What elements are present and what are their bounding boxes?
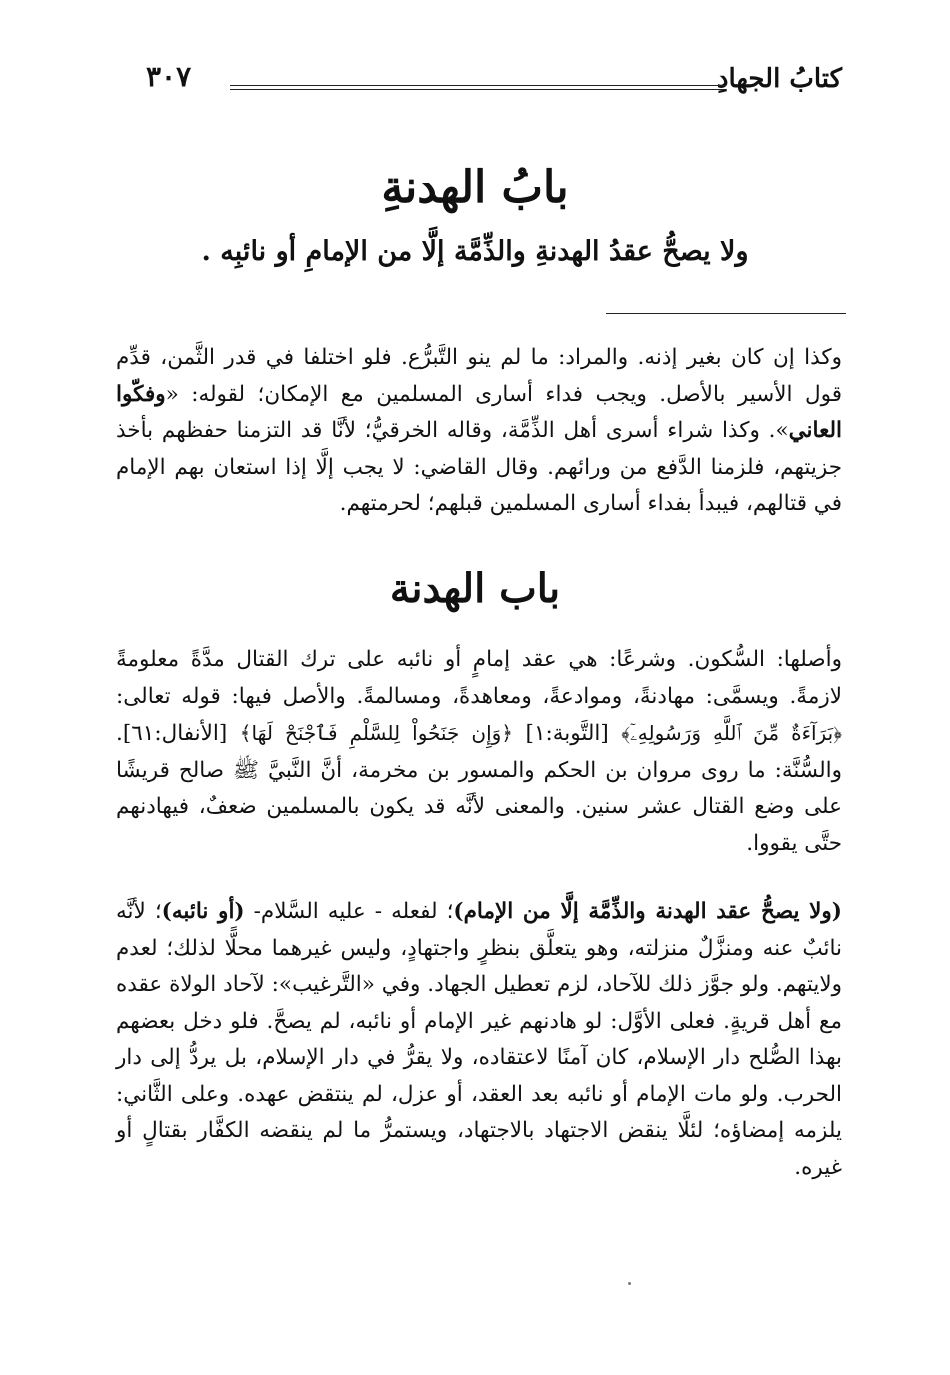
matn-chapter-heading: بابُ الهدنةِ [381,162,569,213]
commentary-text: ». وكذا شراء أسرى أهل الذِّمَّة، وقاله الخرقيُّ؛ لأنَّا قد التزمنا حفظهم بأخذ جزيتهم، فلزمنا الدَّفع من ورائهم. وقال القاضي: لا يجب إلَّا إذا استعان بهم الإمام في قتالهم، فيبدأ بفداء أسارى المسلمين قبلهم؛ لحرمتهم. [116,418,842,516]
matn-quote: (أو نائبه) [161,899,245,924]
hadith-quote: وفكّوا العاني [116,381,842,443]
running-header [146,58,842,98]
commentary-text: وأصلها: السُّكون. وشرعًا: هي عقد إمامٍ أو نائبه على ترك القتال مدَّةً معلومةً لازمةً. ويسمَّى: مهادنةً، وموادعةً، ومعاهدةً، ومسالمةً. والأصل فيها: قوله تعالى: [116,647,842,709]
commentary-paragraph [116,894,842,1186]
commentary-paragraph [116,642,842,862]
page-number: ٣٠٧ [146,60,192,93]
commentary-text: ؛ لفعله - عليه السَّلام- [244,899,454,924]
commentary-text: [الأنفال:٦١]. والسُّنَّة: ما روى مروان بن الحكم والمسور بن مخرمة، أنَّ النَّبيَّ ﷺ صالح قريشًا على وضع القتال عشر سنين. والمعنى لأنَّه قد يكون بالمسلمين ضعفٌ، فيهادنهم حتَّى يقووا. [116,721,842,856]
matn-text: ولا يصحُّ عقدُ الهدنةِ والذِّمَّة إلَّا من الإمامِ أو نائبِه . [201,236,749,267]
commentary-text: وكذا إن كان بغير إذنه. والمراد: ما لم ينو التَّبرُّع. فلو اختلفا في قدر الثَّمن، قدِّم قول الأسير بالأصل. ويجب فداء أسارى المسلمين مع الإمكان؛ لقوله: « [116,345,842,407]
commentary-paragraph [116,340,842,523]
header-rule [230,85,726,90]
commentary-chapter-heading: باب الهدنة [389,565,561,612]
verse-reference: [التَّوبة:١] [513,721,622,746]
matn-quote: (ولا يصحُّ عقد الهدنة والذِّمَّة إلَّا من الإمام) [453,899,842,924]
quran-verse: ﴿بَرَآءَةٌ مِّنَ ٱللَّهِ وَرَسُولِهِۦٓ﴾ [621,721,842,745]
matn-separator-rule [606,313,846,314]
commentary-text: ؛ لأنَّه نائبٌ عنه ومنزَّلٌ منزلته، وهو يتعلَّق بنظرٍ واجتهادٍ، وليس غيرهما محلًّا لذلك؛ لعدم ولايتهم. ولو جوَّز ذلك للآحاد، لزم تعطيل الجهاد. وفي «التَّرغيب»: لآحاد الولاة عقده مع أهل قريةٍ. فعلى الأوَّل: لو هادنهم غير الإمام أو نائبه، لم يصحَّ. فلو دخل بعضهم بهذا الصُّلح دار الإسلام، كان آمنًا لاعتقاده، ولا يقرُّ في دار الإسلام، بل يردُّ إلى دار الحرب. ولو مات الإمام أو نائبه بعد العقد، أو عزل، لم ينتقض عهده. وعلى الثَّاني: يلزمه إمضاؤه؛ لئلَّا ينقض الاجتهاد بالاجتهاد، ويستمرُّ ما لم ينقضه الكفَّار بقتالٍ أو غيره. [116,899,842,1180]
running-title: كتابُ الجهادِ [716,64,842,94]
quran-verse: ﴿وَإِن جَنَحُواْ لِلسَّلْمِ فَٱجْنَحْ لَهَا﴾ [239,721,514,745]
scan-speck [628,1282,631,1285]
